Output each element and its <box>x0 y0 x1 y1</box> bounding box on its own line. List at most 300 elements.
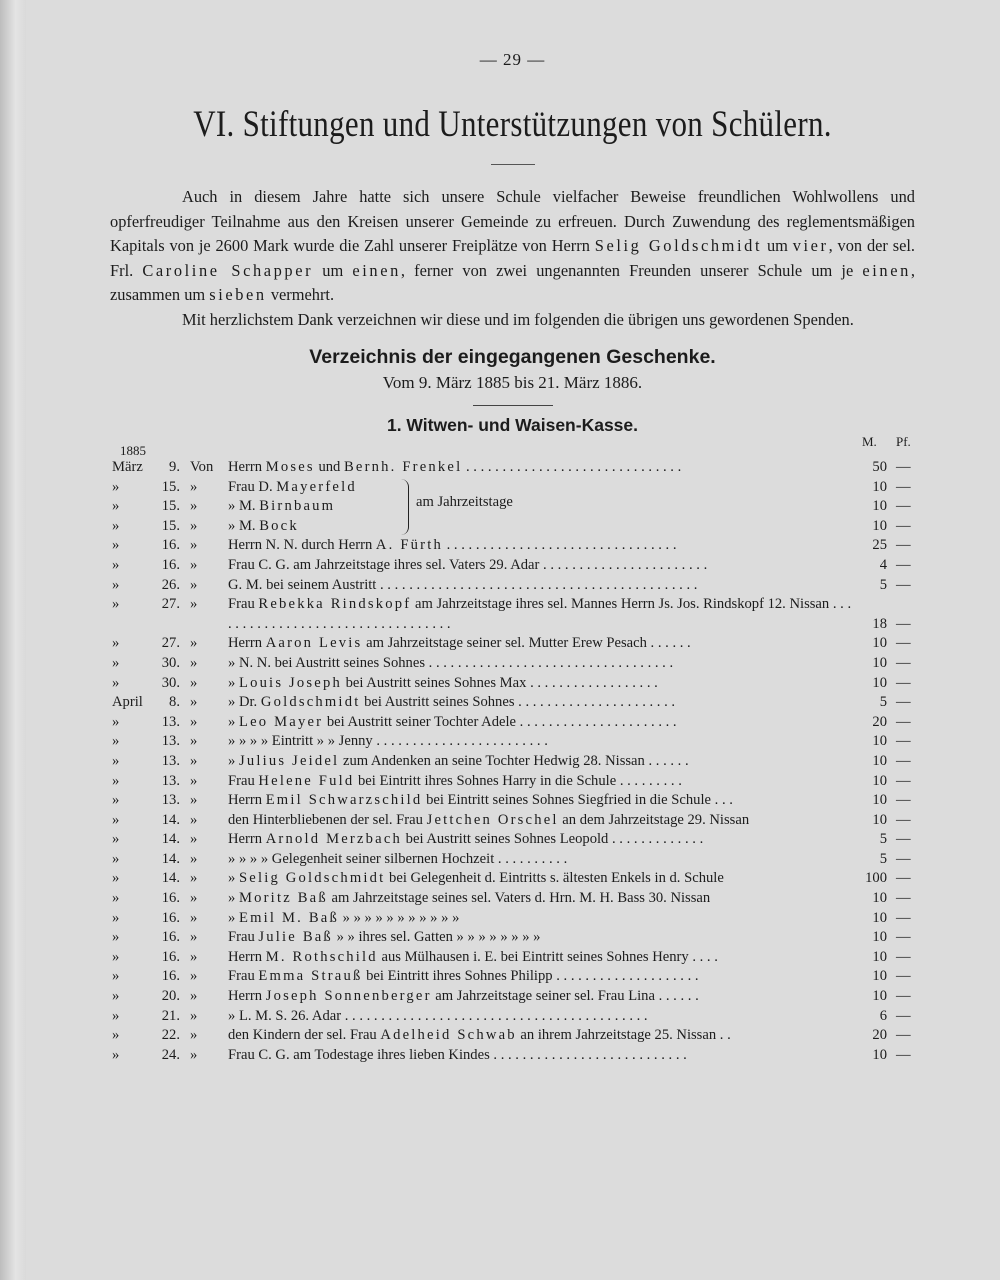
entry-description <box>228 987 858 1007</box>
amount-pfennig: — <box>896 556 911 573</box>
entry-day: 13. <box>161 772 180 789</box>
entry-month: » <box>112 968 120 985</box>
pfennig-column-label: Pf. <box>896 434 911 449</box>
amount-pfennig: — <box>896 674 911 691</box>
amount-pfennig: — <box>896 890 911 907</box>
donation-list <box>110 458 915 1065</box>
entry-month: » <box>112 948 120 965</box>
entry-prefix: » <box>190 929 198 946</box>
amount-mark: 25 <box>872 537 887 554</box>
entry-description <box>228 713 858 733</box>
donor-name: Moses <box>265 459 315 475</box>
amount-mark: 10 <box>872 674 887 691</box>
amount-pfennig: — <box>896 1007 911 1024</box>
donor-name: Julie Baß <box>258 929 333 946</box>
entry-text: Herrn <box>228 988 266 1005</box>
entry-description <box>228 791 858 811</box>
entry-text: Herrn <box>228 948 266 965</box>
amount-pfennig: — <box>896 498 911 515</box>
donor-name: Jettchen Orschel <box>426 811 559 828</box>
list-item <box>110 928 915 948</box>
column-header <box>110 436 915 458</box>
donor-name: Birnbaum <box>259 498 336 515</box>
list-item <box>110 693 915 713</box>
entry-text: bei Gelegenheit d. Eintritts s. ältesten Enkels in d. Schule <box>385 870 724 887</box>
brace-label: am Jahrzeitstage <box>416 494 513 510</box>
entry-text: bei Eintritt seines Sohnes Siegfried in die Schule . . . <box>422 792 733 809</box>
entry-description <box>228 478 858 498</box>
entry-prefix: » <box>190 517 198 534</box>
entry-day: 16. <box>161 556 180 573</box>
entry-prefix: » <box>190 1007 198 1024</box>
title-divider <box>491 164 535 165</box>
entry-prefix: » <box>190 792 198 809</box>
entry-description <box>228 869 858 889</box>
entry-text: Frau <box>228 968 259 985</box>
amount-mark: 10 <box>872 890 887 907</box>
amount-mark: 10 <box>872 635 887 652</box>
amount-mark: 5 <box>879 850 887 867</box>
entry-prefix: » <box>190 733 198 750</box>
list-item <box>110 830 915 850</box>
list-item <box>110 1046 915 1066</box>
entry-day: 30. <box>161 674 180 691</box>
list-item <box>110 634 915 654</box>
list-item <box>110 654 915 674</box>
page-title: VI. Stiftungen und Unterstützungen von Schülern. <box>193 102 832 145</box>
amount-mark: 10 <box>872 1046 887 1063</box>
amount-pfennig: — <box>896 752 911 769</box>
list-item <box>110 987 915 1007</box>
amount-mark: 50 <box>872 459 887 475</box>
donor-name: Louis Joseph <box>238 674 342 691</box>
entry-description <box>228 576 858 596</box>
entry-prefix: » <box>190 1046 198 1063</box>
entry-day: 16. <box>161 948 180 965</box>
amount-mark: 10 <box>872 811 887 828</box>
entry-text: » <box>228 752 239 769</box>
entry-month: » <box>112 654 120 671</box>
entry-day: 16. <box>161 929 180 946</box>
entry-text: Frau C. G. am Todestage ihres lieben Kindes . . . . . . . . . . . . . . . . . . . . . . . . . . . <box>228 1046 687 1063</box>
year-label: 1885 <box>120 443 146 458</box>
entry-description <box>228 595 858 634</box>
donor-name: M. Rothschild <box>265 948 378 965</box>
entry-day: 21. <box>161 1007 180 1024</box>
entry-day: 13. <box>161 733 180 750</box>
entry-text: den Kindern der sel. Frau <box>228 1027 381 1044</box>
amount-mark: 18 <box>872 615 887 632</box>
entry-prefix: » <box>190 870 198 887</box>
amount-pfennig: — <box>896 1046 911 1063</box>
amount-pfennig: — <box>896 968 911 985</box>
entry-prefix: » <box>190 537 198 554</box>
entry-text: bei Austritt seiner Tochter Adele . . . . . . . . . . . . . . . . . . . . . . <box>323 713 677 730</box>
entry-text: Herrn <box>228 635 266 652</box>
amount-pfennig: — <box>896 615 911 632</box>
donor-name: Adelheid Schwab <box>380 1027 517 1044</box>
entry-day: 27. <box>161 596 180 613</box>
donor-name: Helene Fuld <box>258 772 355 789</box>
entry-month: » <box>112 772 120 789</box>
entry-description <box>228 909 858 929</box>
entry-month: » <box>112 752 120 769</box>
amount-mark: 5 <box>879 576 887 593</box>
amount-pfennig: — <box>896 772 911 789</box>
entry-description <box>228 674 858 694</box>
entry-description <box>228 654 858 674</box>
list-item <box>110 772 915 792</box>
entry-prefix: » <box>190 890 198 907</box>
entry-text: » <box>228 674 239 691</box>
amount-mark: 10 <box>872 792 887 809</box>
donor-name: Selig Goldschmidt <box>238 870 386 887</box>
entry-month: » <box>112 909 120 926</box>
entry-month: » <box>112 635 120 652</box>
list-item <box>110 595 915 634</box>
amount-pfennig: — <box>896 733 911 750</box>
entry-month: » <box>112 713 120 730</box>
entry-prefix: » <box>190 831 198 848</box>
entry-text: Herrn <box>228 792 266 809</box>
entry-day: 13. <box>161 752 180 769</box>
amount-mark: 10 <box>872 498 887 515</box>
entry-prefix: » <box>190 772 198 789</box>
entry-month: » <box>112 1046 120 1063</box>
amount-pfennig: — <box>896 831 911 848</box>
entry-text: bei Austritt seines Sohnes Leopold . . . . . . . . . . . . . <box>402 831 704 848</box>
entry-description <box>228 458 858 478</box>
entry-day: 14. <box>161 831 180 848</box>
entry-text: Frau <box>228 929 259 946</box>
entry-day: 26. <box>161 576 180 593</box>
amount-mark: 10 <box>872 948 887 965</box>
donor-name: Rebekka Rindskopf <box>258 596 412 613</box>
list-period: Vom 9. März 1885 bis 21. März 1886. <box>382 373 643 392</box>
entry-month: » <box>112 596 120 613</box>
entry-day: 14. <box>161 870 180 887</box>
amount-mark: 5 <box>879 694 887 711</box>
entry-text: Frau <box>228 596 259 613</box>
entry-month: » <box>112 478 120 495</box>
entry-prefix: » <box>190 694 198 711</box>
entry-prefix: » <box>190 713 198 730</box>
entry-prefix: » <box>190 811 198 828</box>
document-page <box>110 40 915 1240</box>
entry-month: » <box>112 517 120 534</box>
entry-text: » L. M. S. 26. Adar . . . . . . . . . . . . . . . . . . . . . . . . . . . . . . . . . . . . . . . . . . <box>228 1007 648 1024</box>
entry-text: » <box>228 909 239 926</box>
entry-day: 14. <box>161 850 180 867</box>
entry-description <box>228 928 858 948</box>
entry-prefix: » <box>190 576 198 593</box>
entry-day: 16. <box>161 537 180 554</box>
section-title: 1. Witwen- und Waisen-Kasse. <box>386 415 639 435</box>
amount-pfennig: — <box>896 1027 911 1044</box>
amount-pfennig: — <box>896 517 911 534</box>
entry-text: . . . . . . . . . . . . . . . . . . . . . . . . . . . . . . . . <box>442 537 677 554</box>
list-item <box>110 478 915 498</box>
entry-text: zum Andenken an seine Tochter Hedwig 28. Nissan . . . . . . <box>339 752 689 769</box>
entry-day: 15. <box>161 517 180 534</box>
list-item <box>110 497 915 517</box>
entry-text: am Jahrzeitstage seiner sel. Frau Lina . . . . . . <box>431 988 699 1005</box>
entry-description <box>228 536 858 556</box>
donor-name: Aaron Levis <box>265 635 363 652</box>
list-item <box>110 869 915 889</box>
page-number: — 29 — <box>479 50 546 69</box>
entry-day: 20. <box>161 988 180 1005</box>
entry-text: Herrn N. N. durch Herrn <box>228 537 376 554</box>
list-item <box>110 458 915 478</box>
entry-text: » Dr. <box>228 694 261 711</box>
entry-prefix: » <box>190 752 198 769</box>
entry-prefix: » <box>190 909 198 926</box>
entry-text: G. M. bei seinem Austritt . . . . . . . . . . . . . . . . . . . . . . . . . . . . . . . . . . . . . . . . . . . . <box>228 576 698 593</box>
entry-day: 15. <box>161 478 180 495</box>
entry-description <box>228 693 858 713</box>
entry-description <box>228 1046 858 1066</box>
entry-text: an ihrem Jahrzeitstage 25. Nissan . . <box>516 1027 731 1044</box>
entry-description <box>228 1007 858 1027</box>
list-item <box>110 1007 915 1027</box>
entry-day: 13. <box>161 713 180 730</box>
amount-mark: 5 <box>879 831 887 848</box>
donor-name: Bernh. Frenkel <box>343 459 463 475</box>
amount-pfennig: — <box>896 792 911 809</box>
amount-mark: 10 <box>872 654 887 671</box>
intro-paragraph-1: Auch in diesem Jahre hatte sich unsere Schule vielfacher Beweise freundlichen Wohlwollens und opferfreudiger Teilnahme aus den Kreisen unserer Gemeinde zu erfreuen. Durch Zuwendung des reglementsmäßigen Kapitals von je 2600 Mark wurde die Zahl unserer Freiplätze von Herrn Selig Goldschmidt um vier, von der sel. Frl. Caroline Schapper um einen, ferner von zwei ungenannten Freunden unserer Schule um je einen, zusammen um sieben vermehrt. <box>110 187 915 304</box>
entry-text: Herrn <box>228 459 266 475</box>
amount-mark: 100 <box>865 870 887 887</box>
amount-pfennig: — <box>896 909 911 926</box>
entry-day: 16. <box>161 909 180 926</box>
list-item <box>110 674 915 694</box>
entry-month: » <box>112 831 120 848</box>
section-divider <box>473 405 553 406</box>
list-title: Verzeichnis der eingegangenen Geschenke. <box>309 346 716 368</box>
entry-prefix: » <box>190 556 198 573</box>
donor-name: Emma Strauß <box>258 968 363 985</box>
entry-text: bei Eintritt ihres Sohnes Philipp . . . . . . . . . . . . . . . . . . . . <box>362 968 699 985</box>
entry-text: » » » » » » » » » » » <box>338 909 460 926</box>
entry-description <box>228 634 858 654</box>
amount-pfennig: — <box>896 576 911 593</box>
entry-prefix: » <box>190 1027 198 1044</box>
entry-text: » » » » Gelegenheit seiner silbernen Hochzeit . . . . . . . . . . <box>228 850 568 867</box>
entry-month: » <box>112 498 120 515</box>
donor-name: Mayerfeld <box>276 478 357 495</box>
entry-month: » <box>112 537 120 554</box>
list-item <box>110 536 915 556</box>
donor-name: Emil Schwarzschild <box>265 792 423 809</box>
entry-text: bei Eintritt ihres Sohnes Harry in die Schule . . . . . . . . . <box>354 772 682 789</box>
entry-text: und <box>314 459 344 475</box>
entry-month: » <box>112 850 120 867</box>
entry-text: den Hinterbliebenen der sel. Frau <box>228 811 427 828</box>
entry-text: Frau <box>228 772 259 789</box>
entry-text: » » » » Eintritt » » Jenny . . . . . . . . . . . . . . . . . . . . . . . . <box>228 733 548 750</box>
donor-name: Arnold Merzbach <box>265 831 403 848</box>
entry-text: am Jahrzeitstage seiner sel. Mutter Erew Pesach . . . . . . <box>362 635 691 652</box>
amount-mark: 10 <box>872 988 887 1005</box>
amount-mark: 20 <box>872 1027 887 1044</box>
entry-text: aus Mülhausen i. E. bei Eintritt seines Sohnes Henry . . . . <box>377 948 718 965</box>
list-item <box>110 948 915 968</box>
entry-description <box>228 772 858 792</box>
list-item <box>110 1026 915 1046</box>
entry-day: 8. <box>169 694 180 711</box>
entry-day: 16. <box>161 968 180 985</box>
entry-prefix: » <box>190 948 198 965</box>
donor-name: Bock <box>259 517 299 534</box>
entry-text: Herrn <box>228 831 266 848</box>
donor-name: A. Fürth <box>375 537 443 554</box>
entry-text: » N. N. bei Austritt seines Sohnes . . . . . . . . . . . . . . . . . . . . . . . . . . . . . . . . . . <box>228 654 674 671</box>
entry-text: bei Austritt seines Sohnes . . . . . . . . . . . . . . . . . . . . . . <box>360 694 676 711</box>
amount-mark: 10 <box>872 517 887 534</box>
entry-description <box>228 967 858 987</box>
list-item <box>110 791 915 811</box>
entry-day: 24. <box>161 1046 180 1063</box>
entry-prefix: » <box>190 968 198 985</box>
entry-text: Frau C. G. am Jahrzeitstage ihres sel. Vaters 29. Adar . . . . . . . . . . . . . . . . . . . . . . . <box>228 556 708 573</box>
entry-month: » <box>112 674 120 691</box>
entry-text: am Jahrzeitstage seines sel. Vaters d. Hrn. M. H. Bass 30. Nissan <box>327 890 711 907</box>
amount-pfennig: — <box>896 870 911 887</box>
amount-pfennig: — <box>896 635 911 652</box>
entry-text: » <box>228 870 239 887</box>
list-item <box>110 752 915 772</box>
amount-pfennig: — <box>896 929 911 946</box>
amount-mark: 10 <box>872 909 887 926</box>
entry-text: an dem Jahrzeitstage 29. Nissan <box>558 811 750 828</box>
entry-text: » » ihres sel. Gatten » » » » » » » » <box>332 929 541 946</box>
donor-name: Moritz Baß <box>238 890 328 907</box>
list-item <box>110 850 915 870</box>
entry-prefix: » <box>190 498 198 515</box>
mark-column-label: M. <box>862 434 877 449</box>
entry-prefix: Von <box>190 459 214 475</box>
entry-text: am Jahrzeitstage ihres sel. Mannes Herrn Js. Jos. Rindskopf 12. Nissan . . . . . . . . . . . . . . . . . . . . . . . . . . . . . . . . . . <box>228 596 852 632</box>
entry-text: » <box>228 713 239 730</box>
amount-mark: 10 <box>872 929 887 946</box>
entry-day: 13. <box>161 792 180 809</box>
entry-month: » <box>112 988 120 1005</box>
donor-name: Leo Mayer <box>238 713 324 730</box>
donor-name: Julius Jeidel <box>238 752 340 769</box>
entry-month: » <box>112 870 120 887</box>
amount-pfennig: — <box>896 537 911 554</box>
entry-month: » <box>112 792 120 809</box>
entry-prefix: » <box>190 596 198 613</box>
entry-prefix: » <box>190 850 198 867</box>
entry-day: 15. <box>161 498 180 515</box>
entry-text: Frau D. <box>228 478 277 495</box>
entry-prefix: » <box>190 654 198 671</box>
entry-month: » <box>112 1027 120 1044</box>
amount-pfennig: — <box>896 988 911 1005</box>
list-item <box>110 556 915 576</box>
amount-pfennig: — <box>896 478 911 495</box>
entry-month: » <box>112 556 120 573</box>
amount-mark: 10 <box>872 772 887 789</box>
entry-description <box>228 752 858 772</box>
entry-month: » <box>112 811 120 828</box>
entry-description <box>228 556 858 576</box>
donor-name: Joseph Sonnenberger <box>265 988 432 1005</box>
list-item <box>110 576 915 596</box>
list-item <box>110 909 915 929</box>
entry-description <box>228 497 858 517</box>
entry-description <box>228 830 858 850</box>
amount-pfennig: — <box>896 654 911 671</box>
amount-mark: 10 <box>872 752 887 769</box>
entry-day: 27. <box>161 635 180 652</box>
entry-month: » <box>112 890 120 907</box>
list-item <box>110 967 915 987</box>
entry-day: 14. <box>161 811 180 828</box>
list-item <box>110 713 915 733</box>
donor-name: Goldschmidt <box>260 694 361 711</box>
entry-text: » <box>228 890 239 907</box>
amount-pfennig: — <box>896 713 911 730</box>
entry-prefix: » <box>190 635 198 652</box>
entry-month: » <box>112 929 120 946</box>
entry-day: 22. <box>161 1027 180 1044</box>
amount-pfennig: — <box>896 811 911 828</box>
amount-mark: 4 <box>879 556 887 573</box>
amount-pfennig: — <box>896 948 911 965</box>
amount-pfennig: — <box>896 459 911 475</box>
entry-month: März <box>112 459 143 475</box>
amount-mark: 10 <box>872 733 887 750</box>
entry-day: 9. <box>169 459 180 475</box>
entry-text: » M. <box>228 517 260 534</box>
entry-day: 16. <box>161 890 180 907</box>
entry-description <box>228 811 858 831</box>
entry-month: April <box>112 694 143 711</box>
amount-mark: 10 <box>872 968 887 985</box>
entry-prefix: » <box>190 674 198 691</box>
list-item <box>110 517 915 537</box>
amount-mark: 10 <box>872 478 887 495</box>
book-binding-shadow <box>0 0 26 1280</box>
entry-description <box>228 732 858 752</box>
list-item <box>110 811 915 831</box>
entry-description <box>228 850 858 870</box>
entry-prefix: » <box>190 478 198 495</box>
amount-mark: 20 <box>872 713 887 730</box>
entry-description <box>228 889 858 909</box>
entry-month: » <box>112 576 120 593</box>
entry-description <box>228 948 858 968</box>
entry-text: » M. <box>228 498 260 515</box>
amount-pfennig: — <box>896 850 911 867</box>
entry-description <box>228 1026 858 1046</box>
entry-text: bei Austritt seines Sohnes Max . . . . . . . . . . . . . . . . . . <box>341 674 658 691</box>
amount-pfennig: — <box>896 694 911 711</box>
list-item <box>110 889 915 909</box>
amount-mark: 6 <box>879 1007 887 1024</box>
entry-prefix: » <box>190 988 198 1005</box>
entry-month: » <box>112 733 120 750</box>
entry-day: 30. <box>161 654 180 671</box>
donor-name: Emil M. Baß <box>238 909 339 926</box>
intro-paragraph-2: Mit herzlichstem Dank verzeichnen wir diese und im folgenden die übrigen uns gewordenen Spenden. <box>182 309 854 329</box>
entry-text: . . . . . . . . . . . . . . . . . . . . . . . . . . . . . . <box>462 459 682 475</box>
entry-description <box>228 517 858 537</box>
